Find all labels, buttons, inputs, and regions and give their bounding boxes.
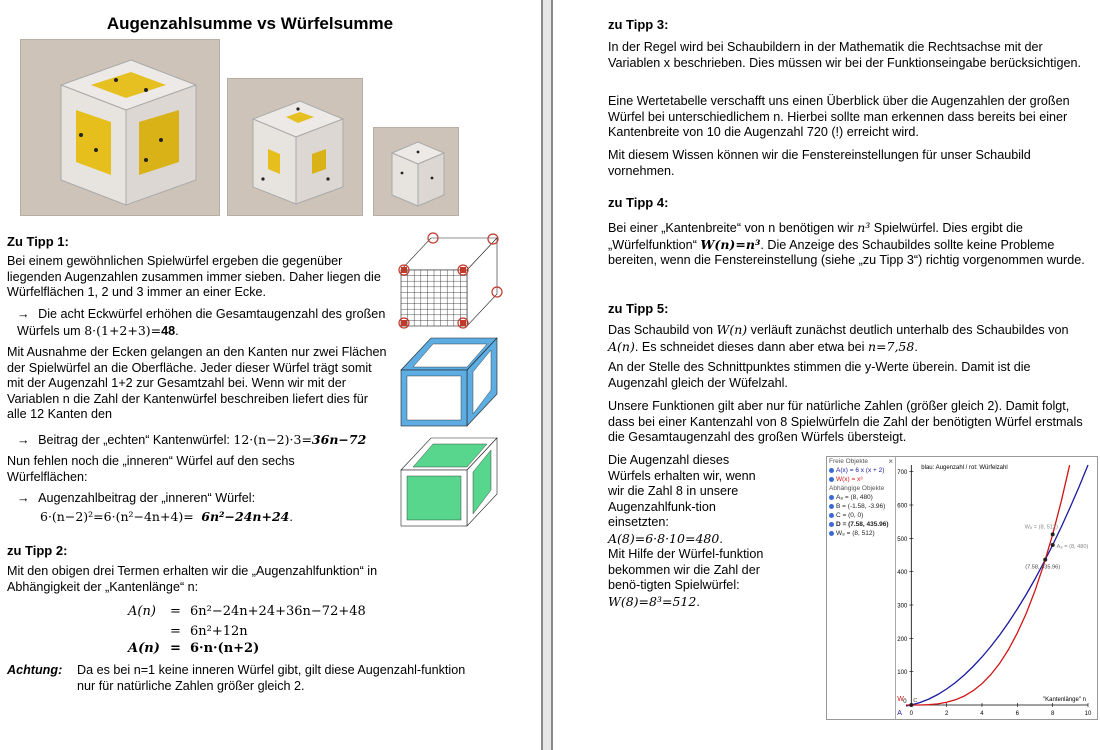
tipp1-arrow-3 <box>17 491 387 507</box>
point-a8-label: A₈ = (8, 480) <box>1056 544 1089 550</box>
visibility-dot-icon[interactable] <box>829 513 834 518</box>
dice-cube-photo-small <box>373 127 459 216</box>
a-curve-label: A <box>897 710 902 717</box>
tipp5-paragraph-1: Das Schaubild von W(n) verläuft zunächst deutlich unterhalb des Schaubildes von A(n). Es schneidet dieses dann aber etwa bei n=7,58. <box>608 322 1069 354</box>
tipp5-text-a: Das Schaubild von <box>608 323 714 337</box>
y-tick-label: 100 <box>897 670 908 677</box>
left-column <box>0 0 538 750</box>
point-c-label: C <box>913 698 918 704</box>
eq1-sign: = <box>170 604 181 619</box>
series-line-w <box>906 465 1070 705</box>
legend-item-a8[interactable]: A₈ = (8, 480) <box>827 493 895 502</box>
tipp5-p4-text-b: Mit Hilfe der Würfel-funktion bekommen wir die Zahl der benö-tigten Spielwürfel: <box>608 547 764 592</box>
tipp1-arrow3-result: 6n²−24n+24 <box>201 509 290 524</box>
tipp4-text-c: . Die Anzeige des Schaubildes sollte keine Probleme bereiten, wenn die Fenstereinstellung (siehe „zu Tipp 3“) richtig vorgenommen wurde. <box>608 237 1085 267</box>
x-tick-label: 6 <box>1015 711 1019 717</box>
legend-free-header: Freie Objekte <box>829 458 869 465</box>
visibility-dot-icon[interactable] <box>829 477 834 482</box>
tipp5-paragraph-2: An der Stelle des Schnittpunktes stimmen die y-Werte überein. Damit ist die Augenzahl gleich der Wüfelzahl. <box>608 360 1031 390</box>
tipp4-math-n3: n³ <box>857 220 871 235</box>
x-tick-label: 0 <box>909 711 913 717</box>
eq1-lhs: A(n) <box>128 604 156 619</box>
y-tick-label: 700 <box>897 470 908 477</box>
y-tick-label: 200 <box>897 636 908 643</box>
arrow-icon: → <box>17 491 30 505</box>
tipp1-paragraph-1: Bei einem gewöhnlichen Spielwürfel ergeben die gegenüber liegenden Augenzahlen zusammen immer sieben. Daher liegen die Würfelflächen 1, 2 und 3 immer an einer Ecke. <box>7 254 381 299</box>
tipp1-arrow-2 <box>17 432 397 449</box>
point-d-label: (7.58, 435.96) <box>1025 564 1061 571</box>
function-graph-window <box>826 456 1098 720</box>
x-tick-label: 8 <box>1050 711 1055 717</box>
tipp1-paragraph-2: Mit Ausnahme der Ecken gelangen an den Kanten nur zwei Flächen der Spielwürfel an die Oberfläche. Jeder dieser Würfel trägt somit mit der Augenzahl 1+2 zur Gesamtzahl bei. Wenn wir mit der Variablen n die Zahl der Kantenwürfel beschreiben liefert dies für alle 12 Kanten den <box>7 345 387 421</box>
tipp4-text-b: Spielwürfel. Dies ergibt die „Würfelfunktion“ <box>608 221 1023 252</box>
eq3-rhs: 6·n·(n+2) <box>190 641 260 656</box>
tipp1-arrow1-text: Die acht Eckwürfel erhöhen die Gesamtaugenzahl des großen Würfels um <box>17 307 386 338</box>
visibility-dot-icon[interactable] <box>829 522 834 527</box>
point-d-marker <box>1043 558 1047 562</box>
tipp2-heading: zu Tipp 2: <box>7 543 68 558</box>
tipp5-paragraph-4: Die Augenzahl dieses Würfels erhalten wir, wenn wir die Zahl 8 in unsere Augenzahlfunk-tion einsetzten: A(8)=6·8·10=480. Mit Hilfe der Würfel-funktion bekommen wir die Zahl der benö-tigten Spielwürfel: W(8)=8³=512. <box>608 453 764 609</box>
tipp1-arrow1-math: 8·(1+2+3)= <box>84 322 162 338</box>
tipp4-function: W(n)=n³ <box>700 236 761 252</box>
point-w8-label: W₈ = (8, 512) <box>1024 524 1058 531</box>
tipp5-p4-text-a: Die Augenzahl dieses Würfels erhalten wir, wenn wir die Zahl 8 in unsere Augenzahlfunk-tion einsetzten: <box>608 453 756 529</box>
arrow-icon: → <box>17 433 30 447</box>
tipp5-p4-eq-a8: A(8)=6·8·10=480 <box>608 530 720 546</box>
cube-edges-illustration <box>395 332 503 430</box>
graph-caption: blau: Augenzahl / rot: Würfelzahl <box>921 465 1008 471</box>
point-a8-marker <box>1051 543 1055 547</box>
achtung-text: Da es bei n=1 keine inneren Würfel gibt, gilt diese Augenzahl-funktion nur für natürliche Zahlen größer gleich 2. <box>77 663 466 693</box>
visibility-dot-icon[interactable] <box>829 468 834 473</box>
y-tick-label: 300 <box>897 603 908 610</box>
tipp1-paragraph-3: Nun fehlen noch die „inneren“ Würfel auf den sechs Würfelflächen: <box>7 454 295 484</box>
eq2-rhs: 6n²+12n <box>190 624 248 639</box>
tipp3-paragraph-2: Eine Wertetabelle verschafft uns einen Überblick über die Augenzahlen der großen Würfel bei unterschiedlichem n. Hierbei sollte man erkennen dass bereits bei einer Kantenbreite von 10 die Augenzahl 720 (!) erreicht wird. <box>608 94 1070 139</box>
dice-cube-photo-medium <box>227 78 363 216</box>
legend-dependent-header: Abhängige Objekte <box>829 485 885 492</box>
achtung-label: Achtung: <box>7 663 63 677</box>
dice-cube-photo-large <box>20 39 220 216</box>
point-w8-marker <box>1051 532 1055 536</box>
tipp5-p4-eq-w8: W(8)=8³=512 <box>608 593 697 609</box>
tipp4-heading: zu Tipp 4: <box>608 195 669 210</box>
tipp5-math-w: W(n) <box>716 322 748 337</box>
tipp5-heading: zu Tipp 5: <box>608 301 669 316</box>
tipp3-paragraph-3: Mit diesem Wissen können wir die Fenstereinstellungen für unser Schaubild vornehmen. <box>608 148 1031 178</box>
legend-item-w8[interactable]: W₈ = (8, 512) <box>827 529 895 538</box>
legend-item-d[interactable]: D = (7.58, 435.96) <box>827 520 895 529</box>
dice-cube-medium-image <box>228 79 362 215</box>
tipp5-text-b: verläuft zunächst deutlich unterhalb des Schaubildes von <box>750 323 1069 337</box>
close-icon[interactable]: × <box>888 457 893 466</box>
legend-item-b[interactable]: B = (-1.58, -3.96) <box>827 502 895 511</box>
tipp1-arrow2-math: 12·(n−2)·3= <box>233 432 312 447</box>
tipp5-math-a: A(n) <box>608 338 635 354</box>
eq2-sign: = <box>170 624 181 639</box>
legend-item-w[interactable]: W(x) = x³ <box>827 475 895 484</box>
graphics-view[interactable] <box>896 457 1096 719</box>
x-tick-label: 4 <box>980 711 984 717</box>
tipp1-arrow3-formula: 6·(n−2)²=6·(n²−4n+4)= 6n²−24n+24. <box>40 509 293 524</box>
eq3-sign: = <box>170 641 181 656</box>
w-curve-label: W <box>897 696 904 703</box>
page-title: Augenzahlsumme vs Würfelsumme <box>106 14 394 33</box>
dice-cube-small-image <box>374 128 458 215</box>
tipp3-heading: zu Tipp 3: <box>608 17 669 32</box>
tipp5-paragraph-3: Unsere Funktionen gilt aber nur für natürliche Zahlen (größer gleich 2). Damit folgt, dass bei einer Kantenzahl von 8 Spielwürfeln die Zahl der benötigten Würfel erstmals die Gesamtaugenzahl des großen Würfels übersteigt. <box>608 399 1083 444</box>
cube-faces-illustration <box>395 432 503 530</box>
eq3-lhs: A(n) <box>128 641 160 656</box>
tipp1-heading: Zu Tipp 1: <box>7 234 69 249</box>
legend-item-c[interactable]: C = (0, 0) <box>827 511 895 520</box>
algebra-view <box>827 457 896 719</box>
tipp5-text-c: . Es schneidet dieses dann aber etwa bei <box>634 339 865 354</box>
tipp4-paragraph-1 <box>608 220 1088 269</box>
dice-cube-large-image <box>21 40 219 215</box>
y-tick-label: 400 <box>897 570 908 577</box>
tipp1-arrow3-math: 6·(n−2)²=6·(n²−4n+4)= <box>40 509 194 524</box>
tipp1-arrow2-text: Beitrag der „echten“ Kantenwürfel: <box>38 433 230 447</box>
visibility-dot-icon[interactable] <box>829 504 834 509</box>
arrow-icon: → <box>17 307 30 321</box>
x-tick-label: 2 <box>944 711 949 717</box>
cube-corners-illustration <box>395 232 503 330</box>
visibility-dot-icon[interactable] <box>829 495 834 500</box>
y-tick-label: 500 <box>897 536 908 543</box>
legend-item-a[interactable]: A(x) = 6 x (x + 2) <box>827 466 895 475</box>
origin-label: 0 <box>903 699 907 705</box>
tipp5-math-n: n=7,58 <box>867 338 915 354</box>
column-divider <box>538 0 556 750</box>
tipp4-text-a: Bei einer „Kantenbreite“ von n benötigen wir <box>608 221 854 235</box>
tipp2-paragraph-1: Mit den obigen drei Termen erhalten wir die „Augenzahlfunktion“ in Abhängigkeit der „Kantenlänge“ n: <box>7 564 378 594</box>
tipp1-arrow3-text: Augenzahlbeitrag der „inneren“ Würfel: <box>38 491 256 505</box>
x-tick-label: 10 <box>1084 711 1092 717</box>
visibility-dot-icon[interactable] <box>829 531 834 536</box>
tipp1-arrow1-result: 48 <box>161 323 176 338</box>
right-column <box>556 0 1100 750</box>
tipp1-arrow2-result: 36n−72 <box>311 432 367 447</box>
tipp3-paragraph-1: In der Regel wird bei Schaubildern in der Mathematik die Rechtsachse mit der Variablen x beschrieben. Dies müssen wir bei der Funktionseingabe berücksichtigen. <box>608 40 1081 70</box>
y-tick-label: 600 <box>897 503 908 510</box>
x-axis-label: "Kantenlänge" n <box>1043 697 1086 703</box>
tipp1-arrow-1: → Die acht Eckwürfel erhöhen die Gesamtaugenzahl des großen Würfels um 8·(1+2+3)=48. <box>17 307 386 338</box>
eq1-rhs: 6n²−24n+24+36n−72+48 <box>190 604 366 619</box>
